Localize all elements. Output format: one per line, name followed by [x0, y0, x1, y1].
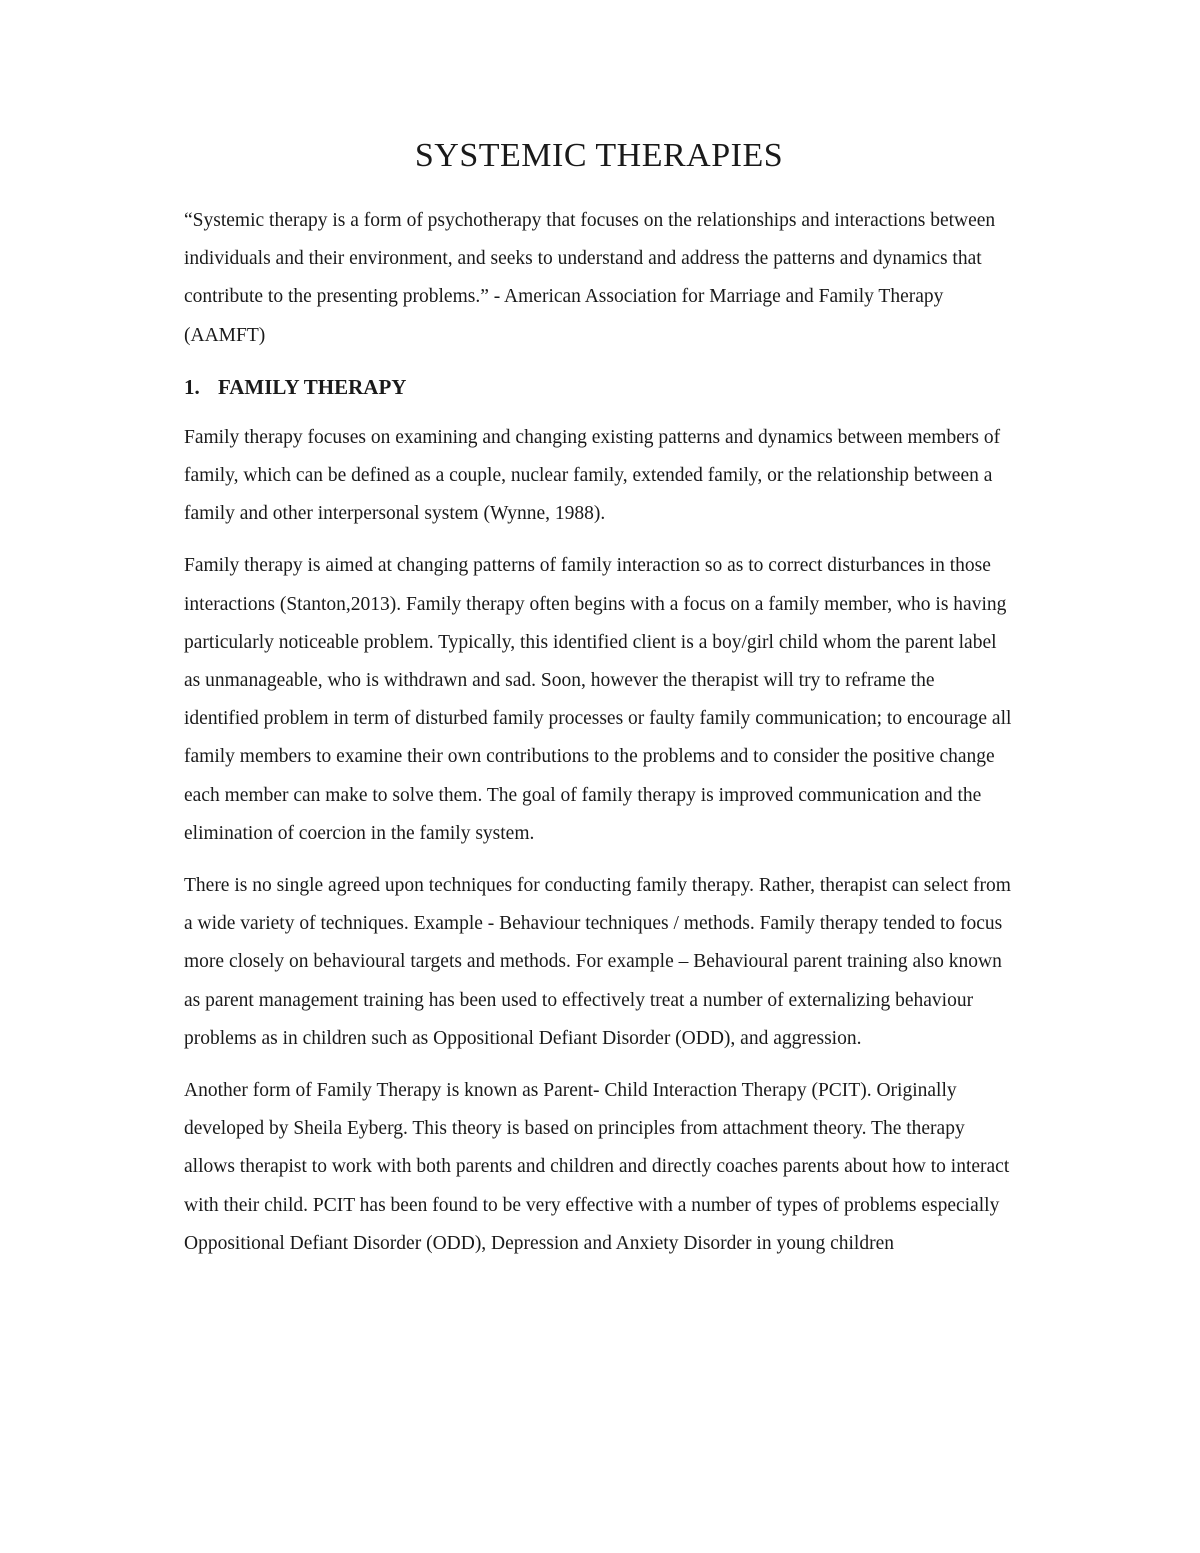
paragraph-2: Family therapy is aimed at changing patterns of family interaction so as to correct disturbances in those interactions (Stanton,2013). Family therapy often begins with a focus on a family member, who is having particularly noticeable problem. Typically, this identified client is a boy/girl child whom the parent label as unmanageable, who is withdrawn and sad. Soon, however the therapist will try to reframe the identified problem in term of disturbed family processes or faulty family communication; to encourage all family members to examine their own contributions to the problems and to consider the positive change each member can make to solve them. The goal of family therapy is improved communication and the elimination of coercion in the family system. — [184, 555, 1012, 844]
paragraph-4: Another form of Family Therapy is known as Parent- Child Interaction Therapy (PCIT). Originally developed by Sheila Eyberg. This theory is based on principles from attachment theory. The therapy allows therapist to work with both parents and children and directly coaches parents about how to interact with their child. PCIT has been found to be very effective with a number of types of problems especially Oppositional Defiant Disorder (ODD), Depression and Anxiety Disorder in young children — [184, 1080, 1010, 1254]
section-heading — [184, 371, 1014, 403]
section-number: 1. — [184, 374, 200, 399]
document-title: SYSTEMIC THERAPIES — [414, 137, 784, 174]
paragraph-1: Family therapy focuses on examining and changing existing patterns and dynamics between members of family, which can be defined as a couple, nuclear family, extended family, or the relationship between a family and other interpersonal system (Wynne, 1988). — [184, 426, 1001, 525]
paragraph-3: There is no single agreed upon techniques for conducting family therapy. Rather, therapist can select from a wide variety of techniques. Example - Behaviour techniques / methods. Family therapy tended to focus more closely on behavioural targets and methods. For example – Behavioural parent training also known as parent management training has been used to effectively treat a number of externalizing behaviour problems as in children such as Oppositional Defiant Disorder (ODD), and aggression. — [184, 875, 1011, 1049]
intro-quote: “Systemic therapy is a form of psychotherapy that focuses on the relationships and interactions between individuals and their environment, and seeks to understand and address the patterns and dynamics that contribute to the presenting problems.” - American Association for Marriage and Family Therapy (AAMFT) — [184, 210, 996, 346]
section-title: FAMILY THERAPY — [218, 374, 407, 399]
document-body — [184, 132, 1014, 1277]
